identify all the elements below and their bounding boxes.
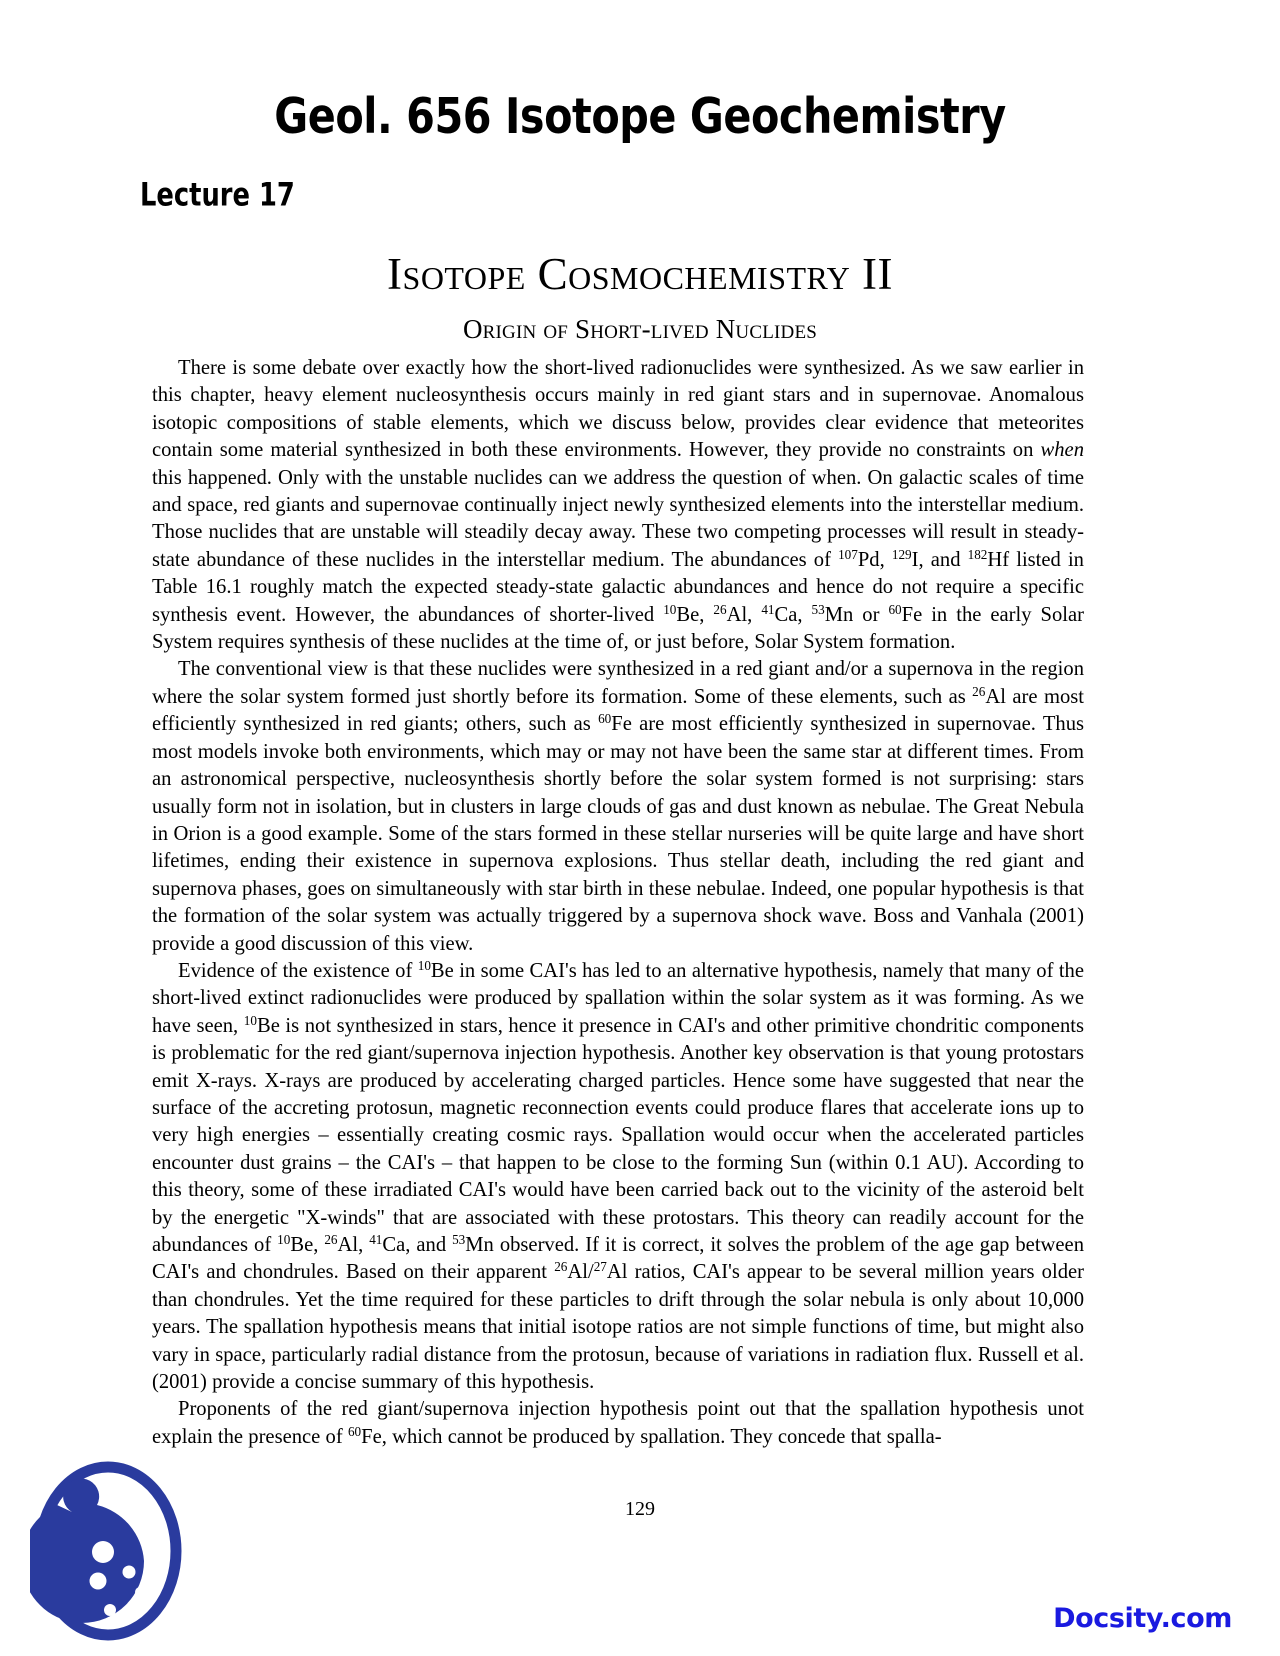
paragraph-2: The conventional view is that these nuclides were synthesized in a red giant and/or a supernova in the region where the solar system formed just shortly before its formation. Some of these elements, such as $^{26}$Al are most efficiently synthesized in red giants; others, such as $^{60}$Fe are most efficiently synthesized in supernovae. Thus most models invoke both environments, which may or may not have been the same star at different times. From an astronomical perspective, nucleosynthesis shortly before the solar system formed is not surprising: stars usually form not in isolation, but in clusters in large clouds of gas and dust known as nebulae. The Great Nebula in Orion is a good example. Some of the stars formed in these stellar nurseries will be quite large and have short lifetimes, ending their existence in supernova explosions. Thus stellar death, including the red giant and supernova phases, goes on simultaneously with star birth in these nebulae. Indeed, one popular hypothesis is that the formation of the solar system was actually triggered by a supernova shock wave. Boss and Vanhala (2001) provide a good discussion of this view. bbox=[152, 658, 1085, 955]
paragraph-3: Evidence of the existence of $^{10}$Be in some CAI's has led to an alternative hypothesis, namely that many of the short-lived extinct radionuclides were produced by spallation within the solar system as it was forming. As we have seen, $^{10}$Be is not synthesized in stars, hence it presence in CAI's and other primitive chondritic components is problematic for the red giant/supernova injection hypothesis. Another key observation is that young protostars emit X-rays. X-rays are produced by accelerating charged particles. Hence some have suggested that near the surface of the accreting protosun, magnetic reconnection events could produce flares that accelerate ions up to very high energies – essentially creating cosmic rays. Spallation would occur when the accelerated particles encounter dust grains – the CAI's – that happen to be close to the forming Sun (within 0.1 AU). According to this theory, some of these irradiated CAI's would have been carried back out to the vicinity of the asteroid belt by the energetic "X-winds" that are associated with these protostars. This theory can readily account for the abundances of $^{10}$Be, $^{26}$Al, $^{41}$Ca, and $^{53}$Mn observed. If it is correct, it solves the problem of the age gap between CAI's and chondrules. Based on their apparent $^{26}$Al/$^{27}$Al ratios, CAI's appear to be several million years older than chondrules. Yet the time required for these particles to drift through the solar nebula is only about 10,000 years. The spallation hypothesis means that initial isotope ratios are not simple functions of time, but might also vary in space, particularly radial distance from the protosun, because of variations in radiation flux. Russell et al. (2001) provide a concise summary of this hypothesis. bbox=[152, 958, 1084, 1394]
document-subtitle: Origin of Short-lived Nuclides bbox=[462, 314, 818, 344]
document-title: Isotope Cosmochemistry II bbox=[387, 249, 893, 299]
body-text-column bbox=[152, 355, 1084, 1451]
course-title: Geol. 656 Isotope Geochemistry bbox=[274, 88, 1006, 146]
docsity-watermark: Docsity.com bbox=[1053, 1603, 1232, 1634]
page-number: 129 bbox=[625, 1498, 655, 1520]
lecture-label: Lecture 17 bbox=[140, 176, 295, 214]
paragraph-4: Proponents of the red giant/supernova injection hypothesis point out that the spallation hypothesis unot explain the presence of $^{60}$Fe, which cannot be produced by spallation. They concede that spalla- bbox=[152, 1398, 1084, 1448]
docsity-logo bbox=[30, 1460, 186, 1642]
paragraph-1: There is some debate over exactly how the short-lived radionuclides were synthesized. As we saw earlier in this chapter, heavy element nucleosynthesis occurs mainly in red giant stars and in supernovae. Anomalous isotopic compositions of stable elements, which we discuss below, provides clear evidence that meteorites contain some material synthesized in both these environments. However, they provide no constraints on when this happened. Only with the unstable nuclides can we address the question of when. On galactic scales of time and space, red giants and supernovae continually inject newly synthesized elements into the interstellar medium. Those nuclides that are unstable will steadily decay away. These two competing processes will result in steady-state abundance of these nuclides in the interstellar medium. The abundances of $^{107}$Pd, $^{129}$I, and $^{182}$Hf listed in Table 16.1 roughly match the expected steady-state galactic abundances and hence do not require a specific synthesis event. However, the abundances of shorter-lived $^{10}$Be, $^{26}$Al, $^{41}$Ca, $^{53}$Mn or $^{60}$Fe in the early Solar System requires synthesis of these nuclides at the time of, or just before, Solar System formation. bbox=[152, 357, 1084, 654]
